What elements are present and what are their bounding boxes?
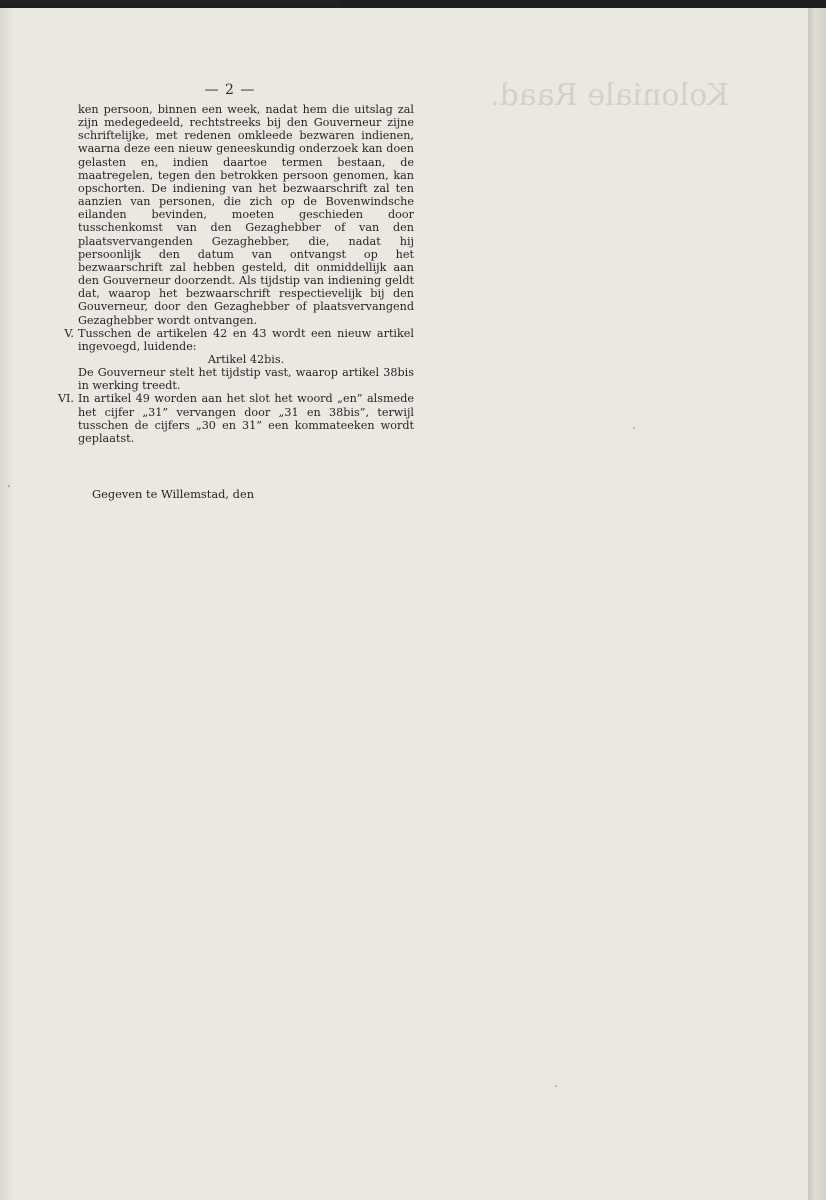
document-body: [57, 103, 414, 445]
signature-line: Gegeven te Willemstad, den: [92, 487, 255, 501]
bleed-through-title: Koloniale Raad.: [490, 78, 729, 113]
article-paragraph: De Gouverneur stelt het tijdstip vast, waarop artikel 38bis in werking treedt.: [78, 366, 414, 393]
item-number: V.: [64, 326, 74, 340]
page-edge: [808, 8, 826, 1200]
paper-speck: [555, 1085, 557, 1087]
item-text: In artikel 49 worden aan het slot het woord „en” alsmede het cijfer „31” vervangen door „31 en 38bis”, terwijl tusschen de cijfers „30 en 31” een kommateeken wordt geplaatst.: [78, 392, 414, 445]
item-text: Tusschen de artikelen 42 en 43 wordt een nieuw artikel ingevoegd, luidende:: [78, 326, 414, 353]
paper-speck: [633, 427, 635, 429]
bleed-through-line: [0, 4, 340, 5]
page-shadow: [0, 8, 14, 1200]
list-item-vi: [57, 392, 414, 445]
paper-speck: [8, 485, 10, 487]
page-number: — 2 —: [204, 82, 256, 98]
list-item-v: [64, 326, 414, 353]
continuation-paragraph: ken persoon, binnen een week, nadat hem die uitslag zal zijn medegedeeld, rechtstreeks bij den Gouverneur zijne schriftelijke, met redenen omkleede bezwaren indienen, waarna deze een nieuw geneeskundig onderzoek kan doen gelasten en, indien daartoe termen bestaan, de maatregelen, tegen den betrokken persoon genomen, kan opschorten. De indiening van het bezwaarschrift zal ten aanzien van personen, die zich op de Bovenwindsche eilanden bevinden, moeten geschieden door tusschenkomst van den Gezaghebber of van den plaatsvervangenden Gezaghebber, die, nadat hij persoonlijk den datum van ontvangst op het bezwaarschrift zal hebben gesteld, dit onmiddellijk aan den Gouverneur doorzendt. Als tijdstip van indiening geldt dat, waarop het bezwaarschrift respectievelijk bij den Gouverneur, door den Gezaghebber of plaatsvervangend Gezaghebber wordt ontvangen.: [78, 103, 414, 327]
article-heading: Artikel 42bis.: [207, 352, 285, 366]
item-number: VI.: [57, 392, 74, 406]
